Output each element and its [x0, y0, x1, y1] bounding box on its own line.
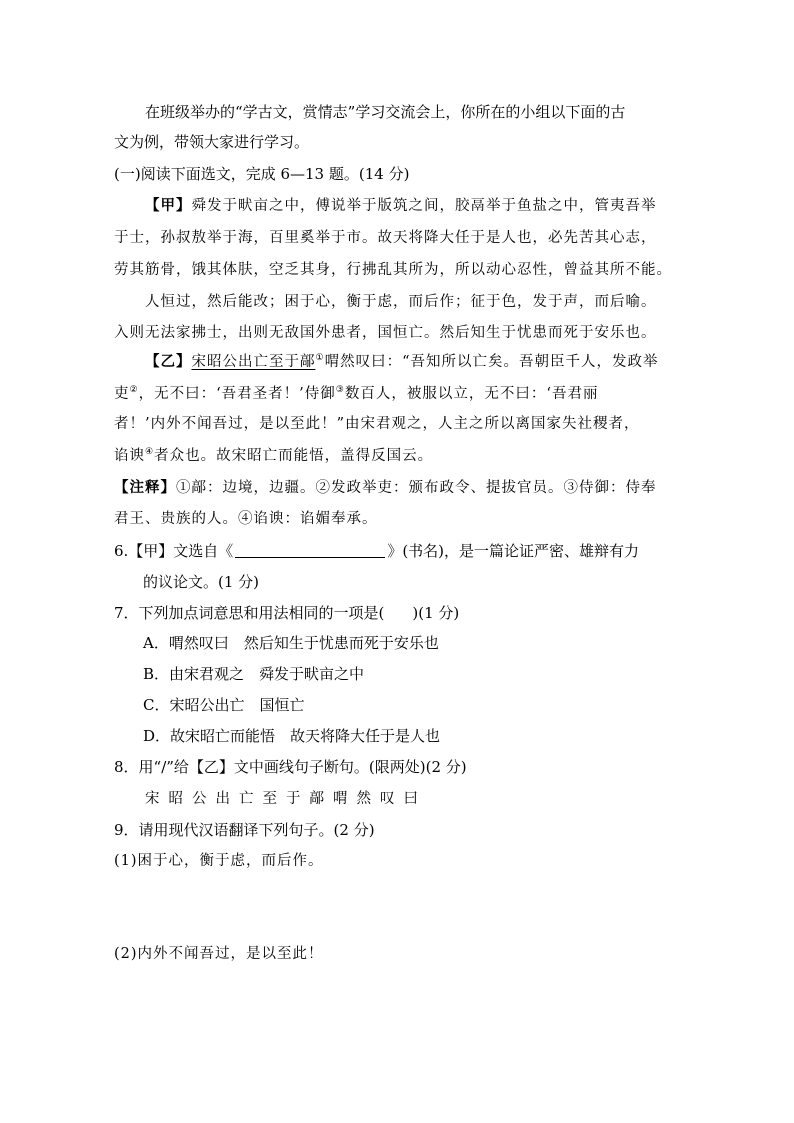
- jia-line-4: 人恒过，然后能改；困于心，衡于虑，而后作；征于色，发于声，而后喻。: [145, 294, 657, 310]
- yi-line-2: 吏②，无不曰：‘吾君圣者！’侍御③数百人，被服以立，无不曰：‘吾君丽: [114, 385, 599, 402]
- intro-line-2: 文为例，带领大家进行学习。: [114, 133, 310, 151]
- jia-marker: 【甲】: [145, 197, 192, 214]
- option-c: C．宋昭公出亡 国恒亡: [143, 696, 305, 714]
- yi-line-1: 【乙】宋昭公出亡至于鄗①喟然叹曰：“吾知所以亡矣。吾朝臣千人，发政举: [145, 353, 659, 370]
- question-6: 6.【甲】文选自《 》(书名)，是一篇论证严密、雄辩有力: [114, 542, 640, 560]
- question-8: 8．用“/”给【乙】文中画线句子断句。(限两处)(2 分): [114, 758, 467, 776]
- question-9-item-2: (2)内外不闻吾过，是以至此！: [114, 946, 324, 962]
- question-9-item-1: (1)困于心，衡于虑，而后作。: [114, 853, 324, 869]
- sentence-to-punctuate: 宋昭公出亡至于鄗喟然叹曰: [145, 791, 427, 807]
- option-a: A．喟然叹曰 然后知生于忧患而死于安乐也: [143, 634, 439, 652]
- question-9: 9．请用现代汉语翻译下列句子。(2 分): [114, 821, 375, 839]
- underlined-sentence: 宋昭公出亡至于鄗: [191, 354, 316, 370]
- notes-line-1: 【注释】①鄗：边境，边疆。②发政举吏：颁布政令、提拔官员。③侍御：侍奉: [114, 479, 657, 496]
- yi-marker: 【乙】: [145, 353, 192, 370]
- option-d: D．故宋昭亡而能悟 故天将降大任于是人也: [143, 727, 441, 745]
- jia-line-1: 【甲】舜发于畎亩之中，傅说举于版筑之间，胶鬲举于鱼盐之中，管夷吾举: [145, 197, 657, 214]
- intro-line-1: 在班级举办的“学古文，赏情志”学习交流会上，你所在的小组以下面的古: [145, 103, 626, 121]
- yi-line-3: 者！’内外不闻吾过，是以至此！”由宋君观之，人主之所以离国家失社稷者，: [114, 416, 640, 432]
- question-7: 7．下列加点词意思和用法相同的一项是( )(1 分): [114, 604, 460, 622]
- notes-line-2: 君王、贵族的人。④谄谀：谄媚奉承。: [114, 511, 378, 527]
- notes-label: 【注释】: [114, 479, 176, 496]
- jia-line-3: 劳其筋骨，饿其体肤，空乏其身，行拂乱其所为，所以动心忍性，曾益其所不能。: [114, 262, 672, 278]
- yi-line-4: 谄谀④者众也。故宋昭亡而能悟，盖得反国云。: [114, 447, 434, 464]
- book-title-blank[interactable]: [235, 543, 385, 558]
- jia-line-5: 入则无法家拂士，出则无敌国外患者，国恒亡。然后知生于忧患而死于安乐也。: [114, 325, 657, 341]
- section-heading: (一)阅读下面选文，完成 6—13 题。(14 分): [114, 165, 410, 183]
- jia-line-2: 于士，孙叔敖举于海，百里奚举于市。故天将降大任于是人也，必先苦其心志，: [114, 230, 657, 246]
- option-b: B．由宋君观之 舜发于畎亩之中: [143, 665, 365, 683]
- question-6-line-2: 的议论文。(1 分): [143, 573, 260, 591]
